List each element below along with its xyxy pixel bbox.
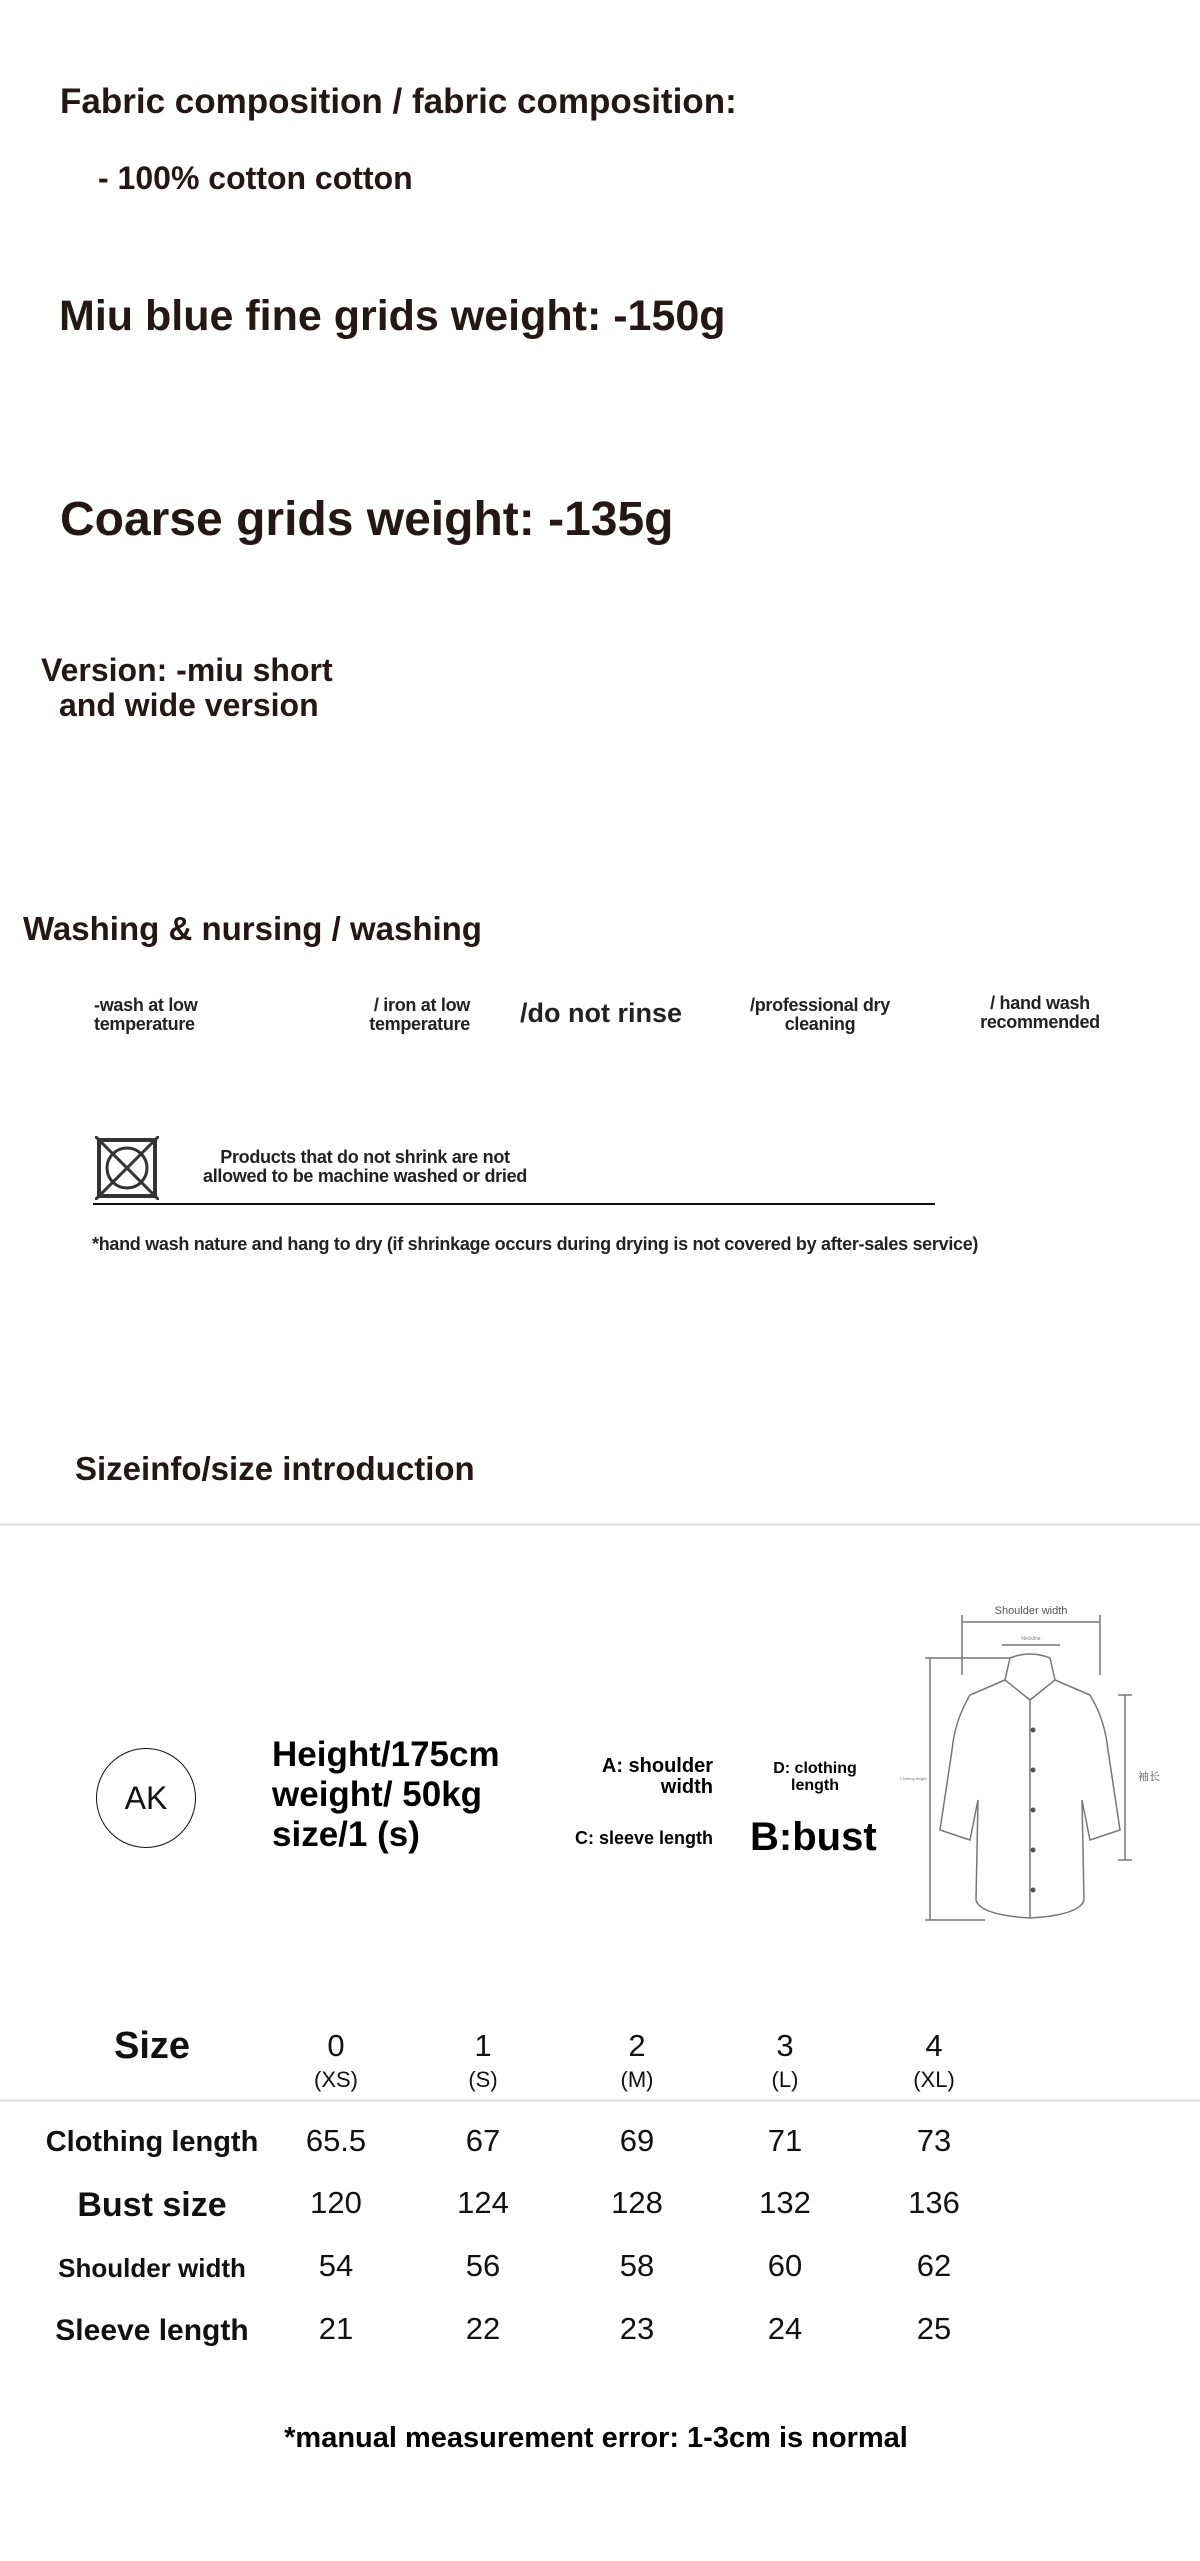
fabric-composition: - 100% cotton cotton <box>98 160 413 196</box>
fine-grids-weight: Miu blue fine grids weight: -150g <box>59 292 726 340</box>
no-machine-wash-note <box>175 1148 555 1186</box>
label-b-bust: B:bust <box>750 1815 877 1859</box>
care-label-line: / iron at low <box>373 995 470 1015</box>
shirt-diagram <box>900 1600 1180 1930</box>
size-code: (XS) <box>314 2067 358 2092</box>
size-code: (M) <box>620 2067 654 2092</box>
table-cell: 67 <box>465 2123 501 2158</box>
size-number: 1 <box>474 2028 492 2063</box>
table-cell: 21 <box>318 2311 354 2346</box>
table-cell: 58 <box>619 2248 655 2283</box>
table-cell: 62 <box>916 2248 952 2283</box>
note-line: Products that do not shrink are not <box>220 1147 510 1167</box>
table-cell: 136 <box>908 2185 960 2220</box>
care-do-not-rinse: /do not rinse <box>520 998 682 1028</box>
size-number: 4 <box>925 2028 943 2063</box>
model-height: Height/175cm <box>272 1735 500 1774</box>
do-not-tumble-dry-icon <box>95 1136 159 1200</box>
size-code: (XL) <box>913 2067 955 2092</box>
diagram-sleeve-label: 袖长 <box>1138 1770 1160 1783</box>
version-line-1: Version: -miu short <box>41 652 333 688</box>
size-number: 3 <box>776 2028 794 2063</box>
care-label-line: temperature <box>94 1014 195 1034</box>
diagram-length-label: Clothing length <box>900 1776 927 1781</box>
care-hand-wash <box>960 994 1120 1032</box>
care-label-line: /professional dry <box>750 995 890 1015</box>
table-cell: 60 <box>767 2248 803 2283</box>
washing-footnote: *hand wash nature and hang to dry (if shrinkage occurs during drying is not covered by after-sales service) <box>92 1234 979 1254</box>
diagram-neckline-label: Neckline <box>1021 1636 1041 1642</box>
row-label: Sleeve length <box>55 2313 249 2347</box>
coarse-grids-weight: Coarse grids weight: -135g <box>60 493 674 546</box>
care-label-line: temperature <box>369 1014 470 1034</box>
care-label-line: -wash at low <box>94 995 198 1015</box>
table-cell: 25 <box>916 2311 952 2346</box>
care-iron-low-temp <box>350 996 470 1034</box>
care-wash-low-temp <box>94 996 197 1034</box>
model-weight: weight/ 50kg <box>272 1775 483 1814</box>
model-badge: AK <box>96 1748 196 1848</box>
note-line: allowed to be machine washed or dried <box>203 1166 527 1186</box>
label-c-sleeve: C: sleeve length <box>574 1828 713 1848</box>
size-number: 0 <box>327 2028 345 2063</box>
divider <box>93 1203 935 1205</box>
label-a-shoulder <box>560 1756 713 1798</box>
label-line: length <box>791 1777 839 1794</box>
table-cell: 73 <box>916 2123 952 2158</box>
size-code: (L) <box>771 2067 799 2092</box>
row-label: Bust size <box>77 2185 227 2224</box>
version-line-2: and wide version <box>59 687 319 723</box>
table-cell: 128 <box>611 2185 663 2220</box>
size-code: (S) <box>468 2067 498 2092</box>
size-header-label: Size <box>113 2025 191 2067</box>
table-cell: 24 <box>767 2311 803 2346</box>
size-number: 2 <box>628 2028 646 2063</box>
care-label-line: / hand wash <box>990 993 1090 1013</box>
label-d-clothing-length <box>755 1760 875 1794</box>
model-info <box>272 1735 500 1855</box>
table-cell: 120 <box>310 2185 362 2220</box>
row-label: Clothing length <box>45 2126 259 2158</box>
table-cell: 69 <box>619 2123 655 2158</box>
measurement-footnote: *manual measurement error: 1-3cm is normal <box>284 2422 908 2454</box>
table-cell: 56 <box>465 2248 501 2283</box>
care-professional-dry-cleaning <box>730 996 910 1034</box>
table-cell: 54 <box>318 2248 354 2283</box>
size-info-heading: Sizeinfo/size introduction <box>75 1450 475 1487</box>
care-label-line: recommended <box>980 1012 1100 1032</box>
label-line: D: clothing <box>773 1760 857 1777</box>
care-label-line: cleaning <box>784 1014 856 1034</box>
table-cell: 132 <box>759 2185 811 2220</box>
row-label: Shoulder width <box>58 2252 246 2283</box>
washing-heading: Washing & nursing / washing <box>23 910 482 947</box>
model-size: size/1 (s) <box>272 1815 420 1854</box>
label-line: width <box>660 1776 713 1798</box>
table-cell: 22 <box>465 2311 501 2346</box>
table-cell: 124 <box>457 2185 509 2220</box>
label-line: A: shoulder <box>601 1755 713 1777</box>
fabric-heading: Fabric composition / fabric composition: <box>60 82 737 121</box>
table-cell: 65.5 <box>305 2123 367 2158</box>
table-cell: 23 <box>619 2311 655 2346</box>
divider <box>0 2099 1200 2102</box>
diagram-shoulder-label: Shoulder width <box>994 1605 1068 1617</box>
table-cell: 71 <box>767 2123 803 2158</box>
divider <box>0 1523 1200 1526</box>
